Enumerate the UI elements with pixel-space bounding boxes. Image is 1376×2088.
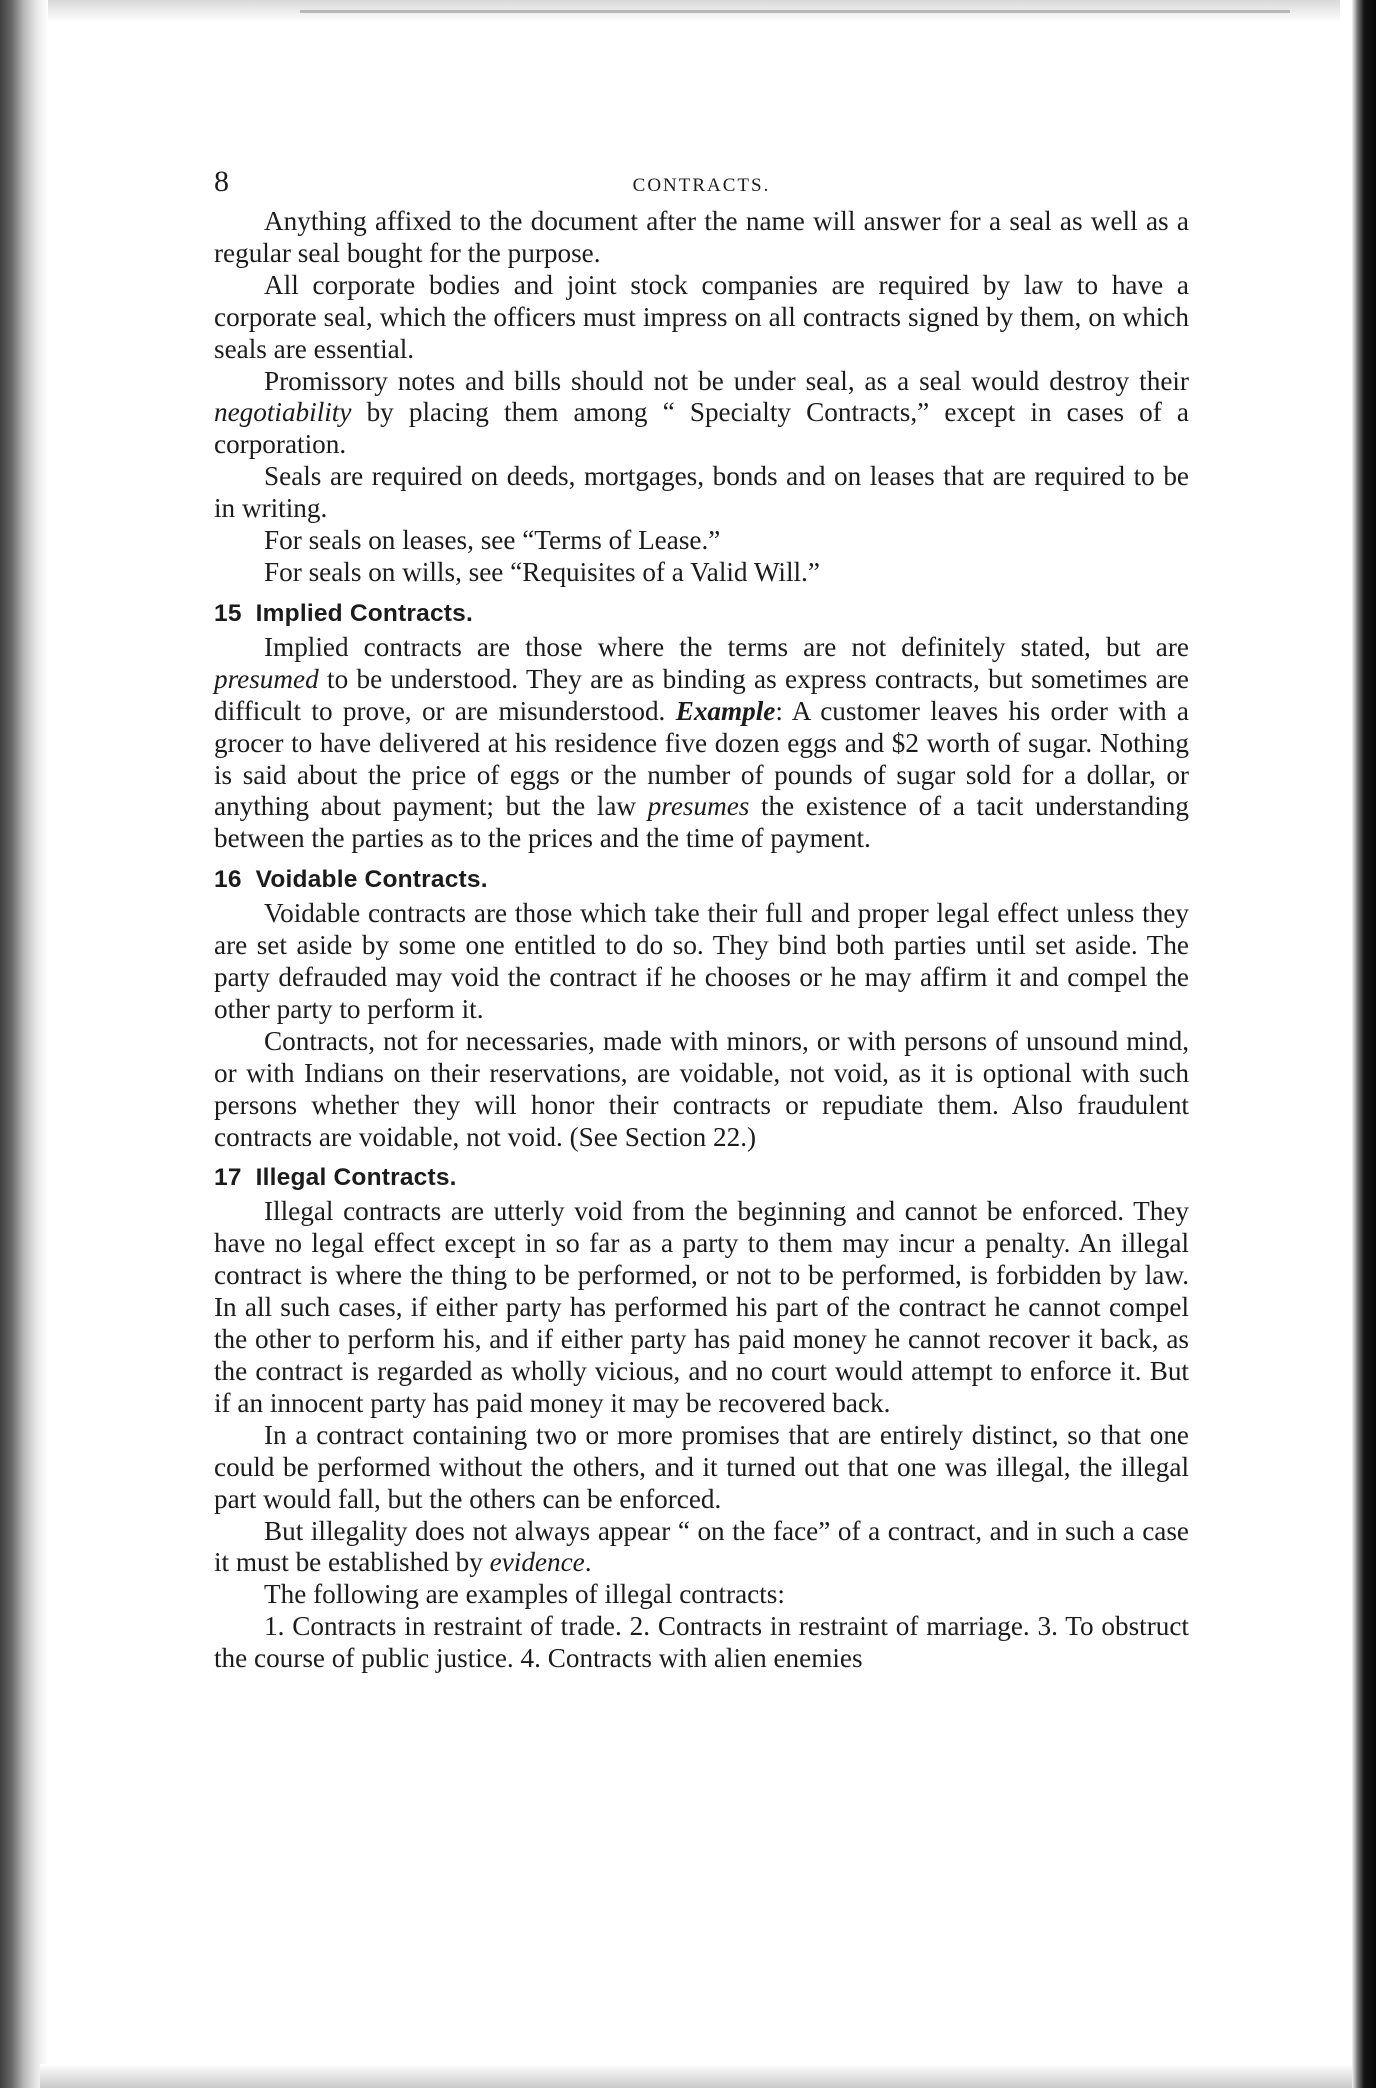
running-title: CONTRACTS. bbox=[632, 175, 771, 196]
text-run: Implied contracts are those where the terms are not definitely stated, but are bbox=[264, 631, 1189, 662]
paragraph-promissory-notes bbox=[214, 366, 1189, 462]
scan-bottom-edge bbox=[40, 2064, 1352, 2088]
section-heading-17 bbox=[214, 1162, 1189, 1194]
text-run: : A customer leaves his order with a grocer to have delivered at his residence five dozen eggs and $2 worth of sugar. Nothing is said about the price of eggs or the number of pounds of sugar sold for a dollar, or anything about payment; but the law bbox=[214, 695, 1189, 822]
paragraph-voidable-minors: Contracts, not for necessaries, made with minors, or with persons of unsound mind, or with Indians on their reservations, are voidable, not void, as it is optional with such persons whether they will honor their contracts or repudiate them. Also fraudulent contracts are voidable, not void. (See Section 22.) bbox=[214, 1025, 1189, 1152]
section-title: Implied Contracts. bbox=[255, 599, 473, 627]
text-run: the existence of a tacit understanding between the parties as to the prices and the time of payment. bbox=[214, 791, 1189, 854]
paragraph-seals-required: Seals are required on deeds, mortgages, bonds and on leases that are required to be in writing. bbox=[214, 461, 1189, 524]
paragraph-illegal-definition: Illegal contracts are utterly void from the beginning and cannot be enforced. They have no legal effect except in so far as a party to them may incur a penalty. An illegal contract is where the thing to be performed, or not to be performed, is forbidden by law. In all such cases, if either party has performed his part of the contract he cannot compel the other to perform his, and if either party has paid money he cannot recover it back, as the contract is regarded as wholly vicious, and no court would attempt to enforce it. But if an innocent party has paid money it may be recovered back. bbox=[214, 1196, 1189, 1418]
text-run: Promissory notes and bills should not be under seal, as a seal would destroy their bbox=[264, 365, 1189, 396]
text-run: by placing them among “ Specialty Contracts,” except in cases of a corporation. bbox=[214, 397, 1189, 460]
emphasis-presumed: presumed bbox=[214, 663, 319, 694]
paragraph-illegal-evidence bbox=[214, 1516, 1189, 1580]
paragraph-illegal-examples-intro: The following are examples of illegal contracts: bbox=[264, 1579, 785, 1610]
paragraph-seals-leases: For seals on leases, see “Terms of Lease.” bbox=[264, 525, 721, 556]
emphasis-example: Example bbox=[675, 695, 776, 726]
scan-top-rule bbox=[300, 10, 1290, 13]
paragraph-seals-wills: For seals on wills, see “Requisites of a Valid Will.” bbox=[264, 556, 820, 587]
text-run: . bbox=[584, 1547, 592, 1578]
section-heading-15 bbox=[214, 598, 1189, 630]
section-number: 17 bbox=[214, 1164, 242, 1192]
paragraph-illegal-distinct-promises: In a contract containing two or more promises that are entirely distinct, so that one could be performed without the others, and it turned out that one was illegal, the illegal part would fall, but the others can be enforced. bbox=[214, 1419, 1189, 1514]
page-number: 8 bbox=[214, 165, 229, 198]
paragraph-seal-affixed: Anything affixed to the document after the name will answer for a seal as well as a regular seal bought for the purpose. bbox=[214, 206, 1189, 268]
scan-left-binding-shadow bbox=[0, 0, 48, 2088]
section-title: Illegal Contracts. bbox=[255, 1164, 457, 1192]
section-number: 15 bbox=[214, 599, 242, 627]
section-number: 16 bbox=[214, 866, 242, 894]
paragraph-corporate-seal: All corporate bodies and joint stock companies are required by law to have a corporate seal, which the officers must impress on all contracts signed by them, on which seals are essential. bbox=[214, 269, 1189, 364]
page-content bbox=[214, 166, 1189, 1675]
section-heading-16 bbox=[214, 864, 1189, 896]
emphasis-evidence: evidence bbox=[489, 1547, 585, 1578]
text-run: But illegality does not always appear “ on the face” of a contract, and in such a case it must be established by bbox=[214, 1515, 1189, 1578]
section-title: Voidable Contracts. bbox=[255, 866, 488, 894]
paragraph-illegal-examples-list: 1. Contracts in restraint of trade. 2. Contracts in restraint of marriage. 3. To obstruct the course of public justice. 4. Contracts with alien enemies bbox=[214, 1611, 1189, 1674]
paragraph-implied-contracts bbox=[214, 632, 1189, 855]
running-header bbox=[214, 166, 1189, 206]
text-run: to be understood. They are as binding as express contracts, but sometimes are difficult to prove, or are misunderstood. bbox=[214, 663, 1189, 726]
paragraph-voidable-definition: Voidable contracts are those which take their full and proper legal effect unless they are set aside by some one entitled to do so. They bind both parties until set aside. The party defrauded may void the contract if he chooses or he may affirm it and compel the other party to perform it. bbox=[214, 898, 1189, 1024]
scan-right-edge bbox=[1352, 0, 1376, 2088]
emphasis-presumes: presumes bbox=[647, 791, 750, 822]
emphasis-negotiability: negotiability bbox=[214, 397, 352, 428]
